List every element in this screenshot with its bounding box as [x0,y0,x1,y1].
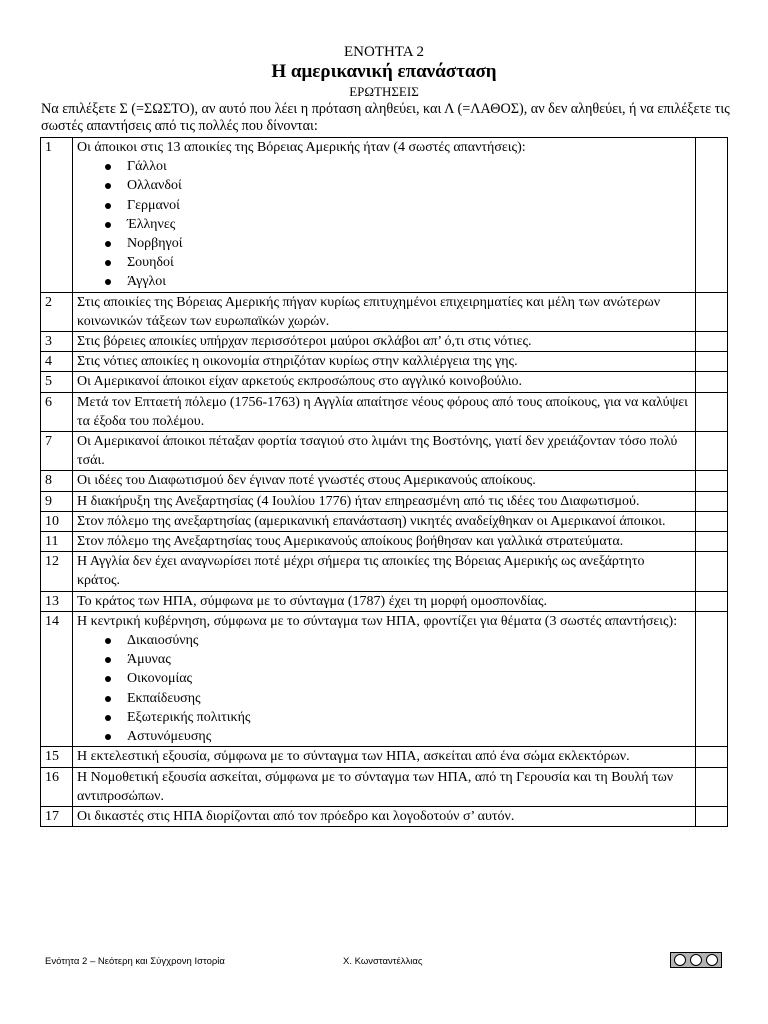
answer-option[interactable]: Γάλλοι [105,157,691,176]
by-circle-icon [690,954,702,966]
question-text: Η διακήρυξη της Ανεξαρτησίας (4 Ιουλίου 1776) ήταν επηρεασμένη από τις ιδέες του Διαφωτισμού. [77,493,640,509]
question-number: 10 [41,511,73,531]
question-number: 3 [41,332,73,352]
unit-label: ΕΝΟΤΗΤΑ 2 [343,44,425,60]
answer-option[interactable]: Άγγλοι [105,272,691,291]
answer-option[interactable]: Ολλανδοί [105,176,691,195]
question-row [41,611,728,746]
question-cell [73,292,696,331]
answer-option[interactable]: Εκπαίδευσης [105,689,691,708]
answer-box[interactable] [696,532,728,552]
cc-circle-icon [674,954,686,966]
question-number: 15 [41,747,73,767]
question-text: Η εκτελεστική εξουσία, σύμφωνα με το σύνταγμα των ΗΠΑ, ασκείται από ένα σώμα εκλεκτόρων. [77,749,630,765]
questions-table-body [41,138,728,827]
answer-box[interactable] [696,552,728,591]
question-text: Οι Αμερικανοί άποικοι πέταξαν φορτία τσαγιού στο λιμάνι της Βοστόνης, γιατί δεν χρειάζονταν τόσο πολύ τσάι. [77,434,678,469]
document-header [0,43,768,100]
question-row [41,292,728,331]
question-cell [73,332,696,352]
question-number: 6 [41,392,73,431]
question-cell [73,352,696,372]
question-cell [73,471,696,491]
question-text: Οι δικαστές στις ΗΠΑ διορίζονται από τον πρόεδρο και λογοδοτούν σ’ αυτόν. [77,808,515,824]
question-cell [73,767,696,806]
answer-options-list [77,157,691,291]
question-row [41,332,728,352]
question-cell [73,611,696,746]
footer-author: Χ. Κωνσταντέλλιας [343,956,423,967]
answer-box[interactable] [696,372,728,392]
question-cell [73,511,696,531]
question-number: 11 [41,532,73,552]
question-row [41,767,728,806]
question-row [41,747,728,767]
answer-box[interactable] [696,747,728,767]
question-text: Στις αποικίες της Βόρειας Αμερικής πήγαν κυρίως επιτυχημένοι επιχειρηματίες και μέλη των ανώτερων κοινωνικών τάξεων των ευρωπαϊκών χωρών. [77,294,661,329]
question-row [41,491,728,511]
question-cell [73,491,696,511]
answer-option[interactable]: Έλληνες [105,215,691,234]
question-number: 4 [41,352,73,372]
question-text: Στον πόλεμο της Ανεξαρτησίας τους Αμερικανούς αποίκους βοήθησαν και γαλλικά στρατεύματα. [77,534,624,550]
answer-box[interactable] [696,591,728,611]
question-cell [73,372,696,392]
question-number: 12 [41,552,73,591]
question-cell [73,392,696,431]
question-text: Η κεντρική κυβέρνηση, σύμφωνα με το σύνταγμα των ΗΠΑ, φροντίζει για θέματα (3 σωστές απαντήσεις): [77,613,678,629]
question-text: Το κράτος των ΗΠΑ, σύμφωνα με το σύνταγμα (1787) έχει τη μορφή ομοσπονδίας. [77,593,547,609]
question-text: Στον πόλεμο της ανεξαρτησίας (αμερικανική επανάσταση) νικητές αναδείχθηκαν οι Αμερικανοί άποικοι. [77,513,666,529]
question-text: Στις βόρειες αποικίες υπήρχαν περισσότεροι μαύροι σκλάβοι απ’ ό,τι στις νότιες. [77,334,532,350]
question-number: 5 [41,372,73,392]
answer-box[interactable] [696,332,728,352]
question-cell [73,532,696,552]
question-cell [73,552,696,591]
question-cell [73,591,696,611]
answer-option[interactable]: Οικονομίας [105,669,691,688]
question-row [41,806,728,826]
footer-course-label: Ενότητα 2 – Νεότερη και Σύγχρονη Ιστορία [45,956,225,967]
answer-option[interactable]: Νορβηγοί [105,234,691,253]
question-number: 13 [41,591,73,611]
answer-option[interactable]: Αστυνόμευσης [105,727,691,746]
answer-box[interactable] [696,471,728,491]
question-number: 16 [41,767,73,806]
question-number: 9 [41,491,73,511]
question-number: 1 [41,138,73,293]
question-text: Στις νότιες αποικίες η οικονομία στηριζόταν κυρίως στην καλλιέργεια της γης. [77,354,518,370]
question-number: 7 [41,432,73,471]
question-number: 2 [41,292,73,331]
answer-box[interactable] [696,611,728,746]
question-row [41,372,728,392]
question-row [41,471,728,491]
cc-by-nc-icon [670,952,722,968]
section-subtitle: ΕΡΩΤΗΣΕΙΣ [349,84,419,99]
question-number: 14 [41,611,73,746]
answer-option[interactable]: Άμυνας [105,650,691,669]
answer-option[interactable]: Γερμανοί [105,196,691,215]
questions-table [40,137,728,827]
question-text: Η Αγγλία δεν έχει αναγνωρίσει ποτέ μέχρι σήμερα τις αποικίες της Βόρειας Αμερικής ως ανεξάρτητο κράτος. [77,554,645,589]
question-text: Οι άποικοι στις 13 αποικίες της Βόρειας Αμερικής ήταν (4 σωστές απαντήσεις): [77,140,526,155]
answer-box[interactable] [696,352,728,372]
answer-box[interactable] [696,138,728,293]
answer-box[interactable] [696,392,728,431]
question-text: Η Νομοθετική εξουσία ασκείται, σύμφωνα με το σύνταγμα των ΗΠΑ, από τη Γερουσία και τη Βουλή των αντιπροσώπων. [77,769,674,804]
answer-box[interactable] [696,511,728,531]
question-row [41,352,728,372]
answer-option[interactable]: Δικαιοσύνης [105,631,691,650]
question-cell [73,747,696,767]
page-footer [45,954,725,970]
question-row [41,511,728,531]
question-row [41,532,728,552]
page-title: Η αμερικανική επανάσταση [271,61,497,82]
answer-box[interactable] [696,491,728,511]
question-row [41,432,728,471]
question-cell [73,138,696,293]
question-number: 17 [41,806,73,826]
question-row [41,138,728,293]
question-row [41,591,728,611]
question-number: 8 [41,471,73,491]
answer-option[interactable]: Σουηδοί [105,253,691,272]
question-text: Μετά τον Επταετή πόλεμο (1756-1763) η Αγγλία απαίτησε νέους φόρους από τους αποίκους, για να καλύψει τα έξοδα του πολέμου. [77,394,688,429]
instructions-text: Να επιλέξετε Σ (=ΣΩΣΤΟ), αν αυτό που λέει η πρόταση αληθεύει, και Λ (=ΛΑΘΟΣ), αν δεν αληθεύει, ή να επιλέξετε τις σωστές απαντήσεις από τις πολλές που δίνονται: [41,101,730,134]
answer-box[interactable] [696,806,728,826]
answer-box[interactable] [696,292,728,331]
question-text: Οι ιδέες του Διαφωτισμού δεν έγιναν ποτέ γνωστές στους Αμερικανούς αποίκους. [77,473,536,489]
question-row [41,552,728,591]
answer-option[interactable]: Εξωτερικής πολιτικής [105,708,691,727]
question-cell [73,432,696,471]
question-row [41,392,728,431]
question-cell [73,806,696,826]
answer-box[interactable] [696,767,728,806]
nc-circle-icon [706,954,718,966]
answer-options-list [77,631,691,746]
question-text: Οι Αμερικανοί άποικοι είχαν αρκετούς εκπροσώπους στο αγγλικό κοινοβούλιο. [77,374,523,390]
answer-box[interactable] [696,432,728,471]
